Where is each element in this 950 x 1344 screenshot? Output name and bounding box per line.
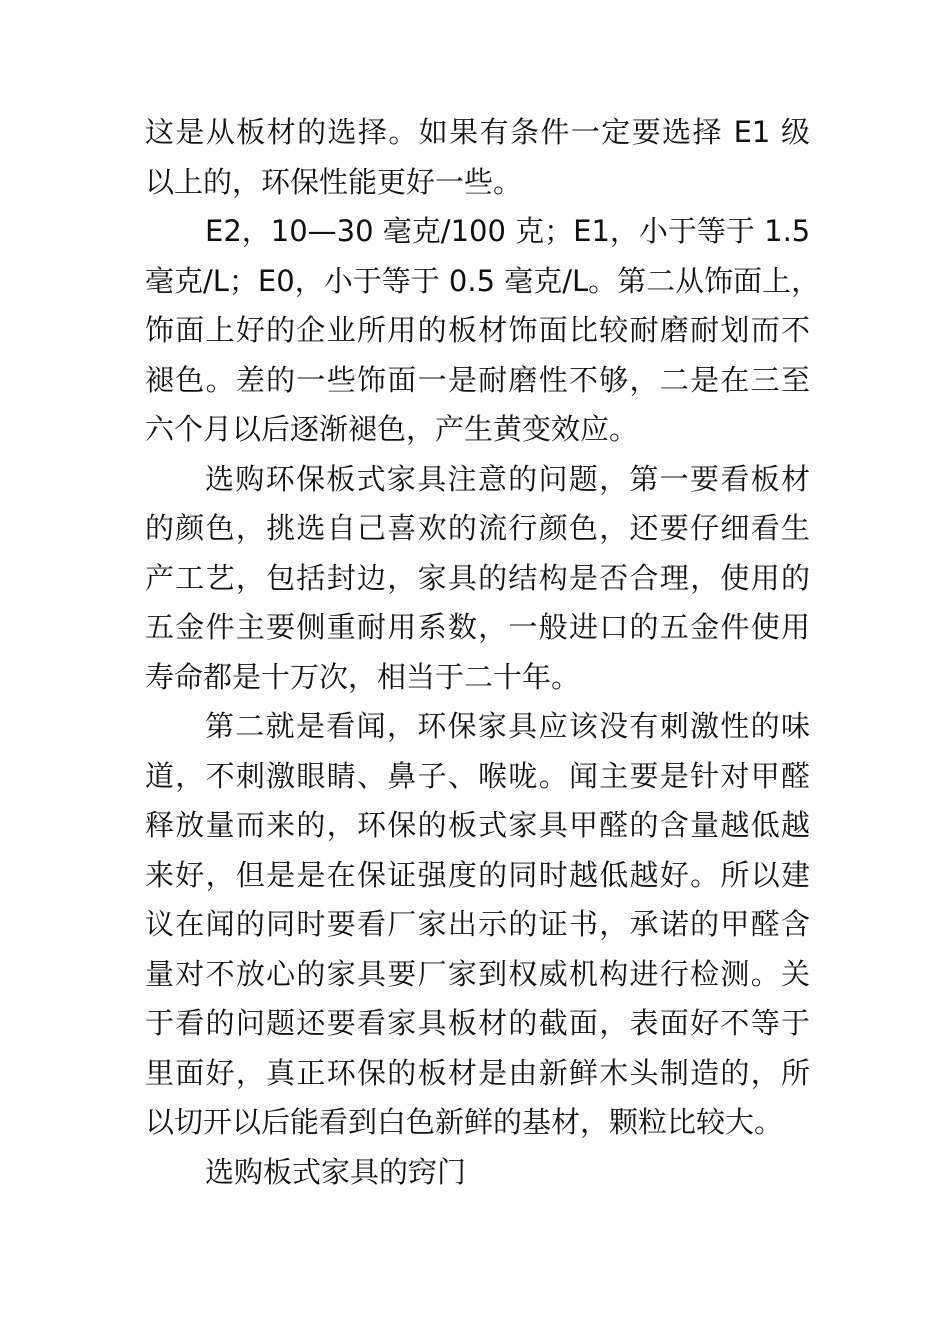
- text-line: 议在闻的同时要看厂家出示的证书，承诺的甲醛含: [145, 907, 810, 941]
- paragraph-5: [145, 1148, 810, 1198]
- paragraph-4: [145, 702, 810, 1148]
- text-line: 量对不放心的家具要厂家到权威机构进行检测。关: [145, 956, 810, 991]
- text-line: 产工艺，包括封边，家具的结构是否合理，使用的: [145, 560, 810, 595]
- text-line: 饰面上好的企业所用的板材饰面比较耐磨耐划而不: [145, 313, 810, 347]
- text-line: E2，10—30 毫克/100 克；E1，小于等于 1.5: [205, 214, 811, 248]
- text-line: 第二就是看闻，环保家具应该没有刺激性的味: [205, 709, 810, 743]
- section-heading: 选购板式家具的窍门: [205, 1154, 467, 1189]
- text-line: 寿命都是十万次，相当于二十年。: [145, 659, 581, 694]
- paragraph-3: [145, 455, 810, 703]
- text-line: 褪色。差的一些饰面一是耐磨性不够，二是在三至: [145, 362, 810, 397]
- text-line: 选购环保板式家具注意的问题，第一要看板材: [205, 461, 810, 496]
- text-line: 的颜色，挑选自己喜欢的流行颜色，还要仔细看生: [145, 511, 810, 545]
- text-line: 六个月以后逐渐褪色，产生黄变效应。: [145, 412, 639, 446]
- text-line: 于看的问题还要看家具板材的截面，表面好不等于: [145, 1006, 810, 1040]
- paragraph-2: [145, 207, 821, 455]
- document-body: [145, 108, 821, 1197]
- text-line: 这是从板材的选择。如果有条件一定要选择 E1 级: [145, 115, 810, 149]
- text-line: 以上的，环保性能更好一些。: [145, 164, 523, 199]
- text-line: 道，不刺激眼睛、鼻子、喉咙。闻主要是针对甲醛: [145, 758, 810, 793]
- text-line: 毫克/L；E0，小于等于 0.5 毫克/L。第二从饰面上，: [145, 263, 821, 298]
- text-line: 释放量而来的，环保的板式家具甲醛的含量越低越: [145, 808, 810, 842]
- paragraph-1: [145, 108, 810, 207]
- text-line: 五金件主要侧重耐用系数，一般进口的五金件使用: [145, 610, 810, 644]
- text-line: 来好，但是是在保证强度的同时越低越好。所以建: [145, 857, 810, 892]
- text-line: 以切开以后能看到白色新鲜的基材，颗粒比较大。: [145, 1105, 784, 1139]
- text-line: 里面好，真正环保的板材是由新鲜木头制造的，所: [145, 1055, 810, 1090]
